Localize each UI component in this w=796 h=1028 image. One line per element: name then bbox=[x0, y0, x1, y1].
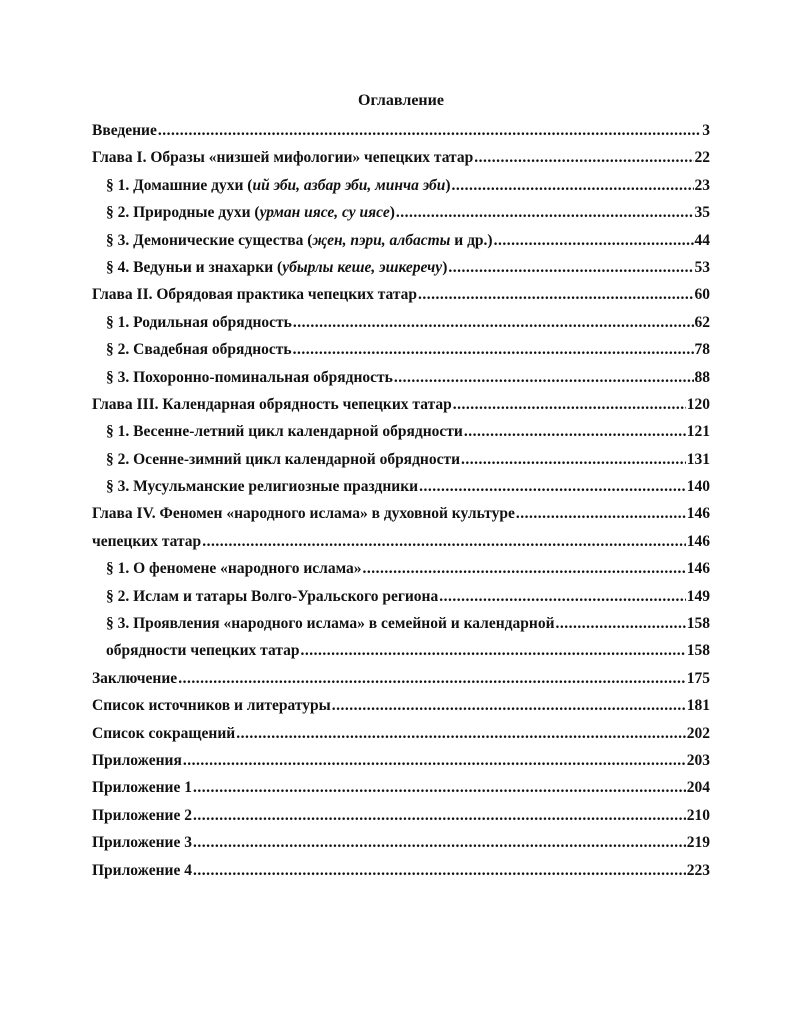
toc-entry-page-number: 23 bbox=[694, 176, 710, 194]
toc-entry-label bbox=[92, 391, 452, 418]
toc-entry bbox=[92, 254, 710, 281]
toc-entry bbox=[92, 555, 710, 582]
toc-entry-label-text: Глава IV. Феномен «народного ислама» в духовной культуре bbox=[92, 505, 515, 523]
toc-entry-page-number: 140 bbox=[686, 478, 710, 496]
toc-entry-page-number: 146 bbox=[686, 532, 710, 550]
toc-entry-page-number: 203 bbox=[686, 751, 710, 769]
toc-entry-page-number: 53 bbox=[694, 258, 710, 276]
toc-leader-dots bbox=[301, 637, 686, 664]
toc-entry bbox=[92, 774, 710, 801]
toc-entry-label bbox=[106, 227, 493, 254]
toc-entry-label-text: § 2. Осенне-зимний цикл календарной обрядности bbox=[106, 450, 461, 468]
toc-entry-label bbox=[92, 144, 473, 171]
toc-entry-label-text: Приложение 4 bbox=[92, 861, 192, 879]
toc-entry-label bbox=[92, 500, 515, 527]
toc-entry-label-italic: ий эби, азбар эби, минча эби bbox=[252, 176, 446, 194]
toc-entry-label bbox=[92, 117, 157, 144]
toc-entry-label bbox=[106, 336, 292, 363]
toc-entry-label bbox=[92, 802, 192, 829]
toc-entry-label bbox=[92, 747, 182, 774]
toc-entry-label-text: чепецких татар bbox=[92, 532, 202, 550]
toc-entry-label bbox=[106, 473, 418, 500]
toc-entry bbox=[92, 692, 710, 719]
toc-entry bbox=[92, 720, 710, 747]
toc-entry-label bbox=[92, 857, 192, 884]
toc-entry-page-number: 78 bbox=[694, 341, 710, 359]
toc-entry-label-text: § 1. Родильная обрядность bbox=[106, 313, 292, 331]
toc-leader-dots bbox=[332, 692, 686, 719]
toc-leader-dots bbox=[464, 418, 686, 445]
toc-entry bbox=[92, 418, 710, 445]
toc-entry bbox=[92, 747, 710, 774]
toc-entry-page-number: 121 bbox=[686, 423, 710, 441]
toc-entry-label-text: ) bbox=[389, 204, 395, 222]
toc-entry-label bbox=[106, 254, 447, 281]
toc-leader-dots bbox=[293, 309, 694, 336]
toc-entry-page-number: 35 bbox=[694, 204, 710, 222]
toc-entry bbox=[92, 583, 710, 610]
toc-entry bbox=[92, 665, 710, 692]
toc-entry-label bbox=[92, 774, 192, 801]
toc-leader-dots bbox=[193, 829, 686, 856]
toc-entry-label-text: § 3. Проявления «народного ислама» в семейной и календарной bbox=[106, 615, 555, 633]
toc-leader-dots bbox=[193, 857, 686, 884]
toc-leader-dots bbox=[448, 254, 693, 281]
toc-entry bbox=[92, 364, 710, 391]
toc-entry-label-text: Глава I. Образы «низшей мифологии» чепецких татар bbox=[92, 149, 474, 167]
toc-leader-dots bbox=[293, 336, 694, 363]
toc-entry-label-text: § 1. Домашние духи ( bbox=[106, 176, 253, 194]
toc-entry-page-number: 158 bbox=[686, 642, 710, 660]
toc-entry-label-text: Приложение 1 bbox=[92, 779, 192, 797]
toc-entry-page-number: 202 bbox=[686, 724, 710, 742]
toc-entry-page-number: 146 bbox=[686, 560, 710, 578]
toc-entry-label-text: § 3. Мусульманские религиозные праздники bbox=[106, 478, 419, 496]
toc-leader-dots bbox=[183, 747, 686, 774]
toc-page bbox=[92, 88, 710, 884]
toc-entry bbox=[92, 528, 710, 555]
toc-list bbox=[92, 117, 710, 884]
toc-entry-page-number: 175 bbox=[686, 669, 710, 687]
toc-entry-label-text: § 2. Природные духи ( bbox=[106, 204, 260, 222]
toc-entry-label-text: § 4. Ведуньи и знахарки ( bbox=[106, 258, 283, 276]
toc-leader-dots bbox=[394, 364, 694, 391]
toc-entry bbox=[92, 309, 710, 336]
toc-entry-label-text: обрядности чепецких татар bbox=[106, 642, 300, 660]
toc-entry-label-italic: җен, пэри, албасты bbox=[312, 231, 451, 249]
toc-leader-dots bbox=[452, 172, 694, 199]
toc-entry-label bbox=[106, 418, 463, 445]
toc-entry-label bbox=[106, 446, 460, 473]
toc-entry bbox=[92, 500, 710, 527]
toc-leader-dots bbox=[516, 500, 686, 527]
toc-entry-page-number: 219 bbox=[686, 834, 710, 852]
toc-entry-label bbox=[92, 720, 235, 747]
toc-entry bbox=[92, 857, 710, 884]
toc-entry bbox=[92, 802, 710, 829]
toc-leader-dots bbox=[363, 555, 686, 582]
toc-leader-dots bbox=[202, 528, 686, 555]
toc-leader-dots bbox=[418, 281, 693, 308]
toc-entry-label-text: Глава II. Обрядовая практика чепецких татар bbox=[92, 286, 418, 304]
page-title: Оглавление bbox=[358, 92, 444, 109]
toc-entry bbox=[92, 610, 710, 637]
toc-entry-label-text: § 2. Свадебная обрядность bbox=[106, 341, 292, 359]
toc-entry bbox=[92, 281, 710, 308]
toc-entry-label bbox=[92, 281, 417, 308]
toc-entry-label bbox=[106, 637, 300, 664]
toc-entry-label-text: Приложение 2 bbox=[92, 806, 192, 824]
toc-entry-label-text: § 1. Весенне-летний цикл календарной обрядности bbox=[106, 423, 463, 441]
toc-leader-dots bbox=[461, 446, 686, 473]
toc-entry-label-text: Приложения bbox=[92, 751, 182, 769]
toc-entry-page-number: 120 bbox=[686, 395, 710, 413]
toc-entry-page-number: 88 bbox=[694, 368, 710, 386]
toc-entry-label-text: ) bbox=[445, 176, 451, 194]
toc-entry-label-text: Введение bbox=[92, 122, 157, 139]
toc-entry-label-italic: урман иясе, су иясе bbox=[259, 204, 390, 222]
toc-entry-label-text: и др.) bbox=[450, 231, 493, 249]
toc-entry-page-number: 210 bbox=[686, 806, 710, 824]
toc-entry-page-number: 181 bbox=[686, 697, 710, 715]
toc-leader-dots bbox=[158, 117, 701, 144]
toc-entry-label bbox=[106, 309, 292, 336]
toc-entry-page-number: 22 bbox=[694, 149, 710, 167]
toc-entry-page-number: 131 bbox=[686, 450, 710, 468]
toc-entry bbox=[92, 172, 710, 199]
toc-leader-dots bbox=[178, 665, 686, 692]
toc-leader-dots bbox=[396, 199, 694, 226]
toc-leader-dots bbox=[556, 610, 686, 637]
toc-entry bbox=[92, 391, 710, 418]
toc-entry-label-text: § 3. Похоронно-поминальная обрядность bbox=[106, 368, 393, 386]
toc-entry-label-text: § 1. О феномене «народного ислама» bbox=[106, 560, 362, 578]
toc-entry bbox=[92, 446, 710, 473]
toc-entry bbox=[92, 637, 710, 664]
toc-leader-dots bbox=[419, 473, 686, 500]
toc-entry-label-text: § 2. Ислам и татары Волго-Уральского региона bbox=[106, 587, 439, 605]
toc-entry-label-text: Приложение 3 bbox=[92, 834, 192, 852]
toc-leader-dots bbox=[494, 227, 694, 254]
toc-entry bbox=[92, 473, 710, 500]
toc-leader-dots bbox=[453, 391, 686, 418]
toc-entry-page-number: 3 bbox=[702, 122, 710, 139]
toc-entry-page-number: 146 bbox=[686, 505, 710, 523]
toc-entry-label-text: Список источников и литературы bbox=[92, 697, 331, 715]
toc-entry bbox=[92, 336, 710, 363]
toc-entry-page-number: 44 bbox=[694, 231, 710, 249]
toc-entry-label-text: Глава III. Календарная обрядность чепецких татар bbox=[92, 395, 452, 413]
toc-entry-page-number: 149 bbox=[686, 587, 710, 605]
toc-entry bbox=[92, 829, 710, 856]
toc-entry-page-number: 60 bbox=[694, 286, 710, 304]
toc-entry-label bbox=[92, 665, 177, 692]
toc-entry-label-text: ) bbox=[442, 258, 448, 276]
toc-entry-page-number: 204 bbox=[686, 779, 710, 797]
toc-entry-label bbox=[106, 364, 393, 391]
toc-entry-label bbox=[106, 583, 438, 610]
toc-leader-dots bbox=[193, 774, 686, 801]
toc-entry-label bbox=[106, 555, 362, 582]
toc-leader-dots bbox=[474, 144, 693, 171]
toc-entry bbox=[92, 144, 710, 171]
toc-entry-label-text: § 3. Демонические существа ( bbox=[106, 231, 313, 249]
toc-entry-label bbox=[92, 692, 331, 719]
toc-entry-label bbox=[92, 829, 192, 856]
toc-entry-label bbox=[106, 199, 395, 226]
toc-entry-label-italic: убырлы кеше, эшкеречу bbox=[282, 258, 443, 276]
toc-entry-label bbox=[106, 172, 451, 199]
toc-leader-dots bbox=[193, 802, 686, 829]
toc-entry bbox=[92, 117, 710, 144]
toc-entry-page-number: 62 bbox=[694, 313, 710, 331]
toc-entry bbox=[92, 227, 710, 254]
toc-entry-label-text: Список сокращений bbox=[92, 724, 236, 742]
toc-leader-dots bbox=[236, 720, 686, 747]
toc-leader-dots bbox=[439, 583, 686, 610]
toc-entry-page-number: 223 bbox=[686, 861, 710, 879]
toc-entry-label bbox=[106, 610, 555, 637]
toc-entry-page-number: 158 bbox=[686, 615, 710, 633]
toc-entry-label bbox=[92, 528, 201, 555]
toc-entry bbox=[92, 199, 710, 226]
toc-entry-label-text: Заключение bbox=[92, 669, 178, 687]
